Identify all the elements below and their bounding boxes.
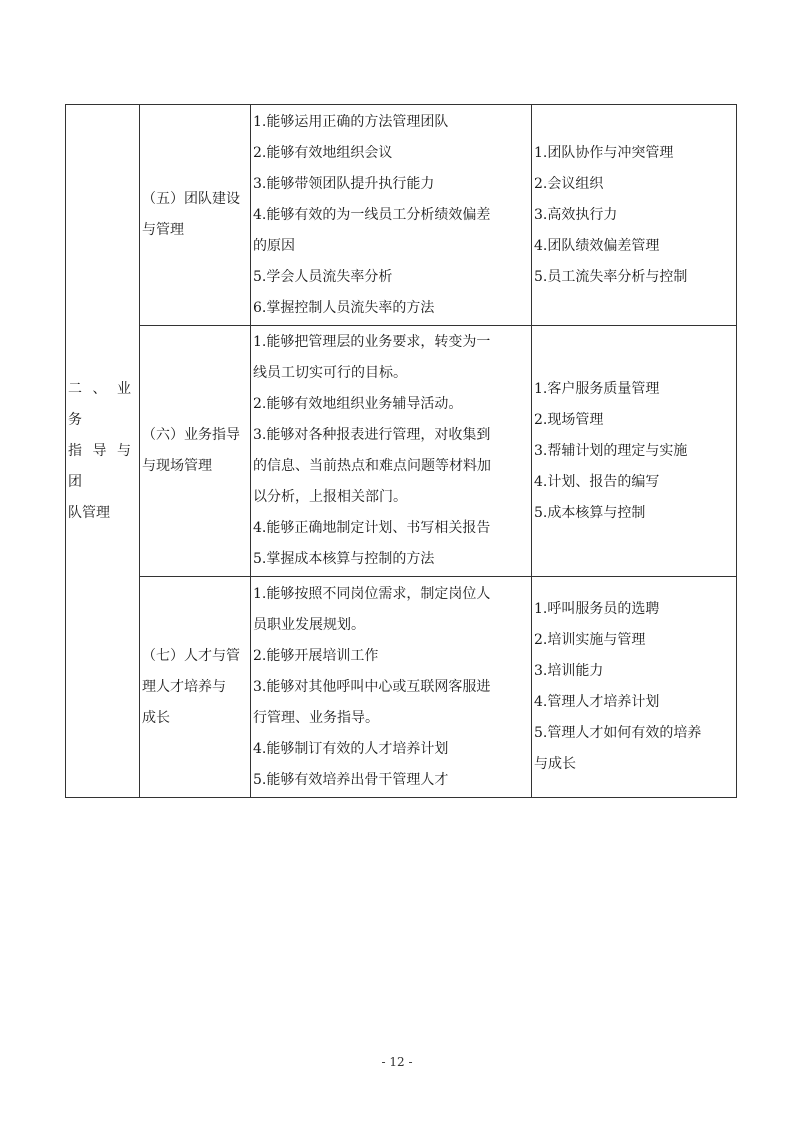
requirements-cell [251, 105, 532, 326]
module-line: 成长 [142, 709, 170, 726]
requirement-line: 的信息、当前热点和难点问题等材料加 [253, 458, 491, 474]
content-line: 4.管理人才培养计划 [534, 694, 660, 710]
content-line: 2.培训实施与管理 [534, 632, 646, 648]
module-line: （六）业务指导 [142, 427, 240, 443]
content-line: 3.高效执行力 [534, 206, 618, 223]
training-table [65, 104, 737, 798]
module-line: （七）人才与管 [142, 647, 240, 664]
requirement-line: 3.能够带领团队提升执行能力 [253, 175, 435, 192]
requirement-line: 5.能够有效培养出骨干管理人才 [253, 771, 449, 788]
content-cell [532, 326, 737, 577]
content-line: 1.客户服务质量管理 [534, 380, 660, 397]
content-line: 5.管理人才如何有效的培养 [534, 725, 702, 741]
requirement-line: 2.能够有效地组织业务辅导活动。 [253, 396, 463, 412]
module-line: （五）团队建设 [142, 191, 240, 207]
content-cell [532, 577, 737, 798]
requirement-line: 2.能够开展培训工作 [253, 647, 379, 664]
content-line: 2.会议组织 [534, 175, 604, 192]
content-line: 1.团队协作与冲突管理 [534, 144, 674, 161]
category-line: 队管理 [68, 504, 110, 521]
requirement-line: 3.能够对各种报表进行管理，对收集到 [253, 427, 491, 443]
content-line: 4.计划、报告的编写 [534, 473, 660, 490]
content-line: 与成长 [534, 756, 576, 772]
module-cell [140, 577, 251, 798]
table-row [66, 577, 737, 798]
module-cell [140, 326, 251, 577]
category-line: 二、业务 [68, 380, 137, 428]
module-line: 与管理 [142, 222, 184, 238]
content-line: 3.培训能力 [534, 663, 604, 679]
table-row [66, 326, 737, 577]
requirement-line: 2.能够有效地组织会议 [253, 144, 393, 161]
requirement-line: 行管理、业务指导。 [253, 709, 379, 726]
requirement-line: 4.能够正确地制定计划、书写相关报告 [253, 520, 491, 536]
requirement-line: 的原因 [253, 237, 295, 254]
requirement-line: 5.掌握成本核算与控制的方法 [253, 551, 435, 567]
requirement-line: 员职业发展规划。 [253, 616, 365, 633]
page-number: - 12 - [381, 1055, 413, 1069]
module-line: 与现场管理 [142, 458, 212, 474]
requirement-line: 1.能够运用正确的方法管理团队 [253, 113, 449, 130]
category-cell [66, 105, 140, 798]
requirement-line: 5.学会人员流失率分析 [253, 268, 393, 285]
content-line: 4.团队绩效偏差管理 [534, 237, 660, 254]
requirement-line: 1.能够把管理层的业务要求，转变为一 [253, 334, 491, 350]
content-line: 1.呼叫服务员的选聘 [534, 601, 660, 617]
requirement-line: 4.能够有效的为一线员工分析绩效偏差 [253, 206, 491, 223]
requirement-line: 线员工切实可行的目标。 [253, 365, 407, 381]
content-line: 5.成本核算与控制 [534, 504, 646, 521]
content-line: 2.现场管理 [534, 411, 604, 428]
module-cell [140, 105, 251, 326]
module-line: 理人才培养与 [142, 678, 226, 695]
content-line: 3.帮辅计划的理定与实施 [534, 442, 688, 459]
content-line: 5.员工流失率分析与控制 [534, 268, 688, 285]
category-line: 指导与团 [68, 442, 137, 490]
requirement-line: 4.能够制订有效的人才培养计划 [253, 740, 449, 757]
requirement-line: 1.能够按照不同岗位需求，制定岗位人 [253, 585, 491, 602]
content-cell [532, 105, 737, 326]
requirement-line: 3.能够对其他呼叫中心或互联网客服进 [253, 678, 491, 695]
requirements-cell [251, 577, 532, 798]
requirement-line: 以分析，上报相关部门。 [253, 489, 407, 505]
requirements-cell [251, 326, 532, 577]
requirement-line: 6.掌握控制人员流失率的方法 [253, 299, 435, 316]
table-row [66, 105, 737, 326]
